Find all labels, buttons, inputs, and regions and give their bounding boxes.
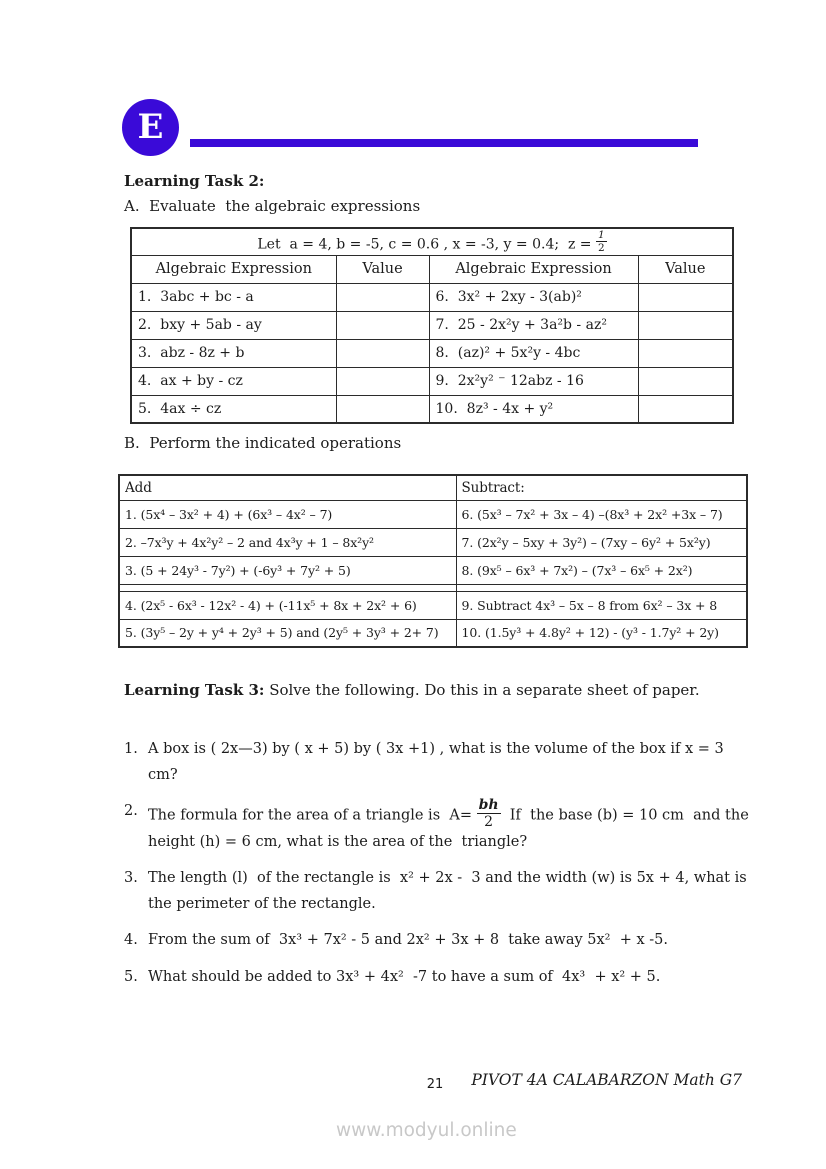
section-badge-e-icon	[122, 99, 179, 156]
value-cell	[336, 311, 429, 339]
value-cell	[336, 283, 429, 311]
fraction-one-half: $\frac{1}{2}$	[597, 228, 605, 255]
value-cell	[638, 339, 733, 367]
table-row	[119, 619, 747, 647]
problem-cell: 4. (2x⁵ - 6x³ - 12x² - 4) + (-11x⁵ + 8x + 2x² + 6)	[119, 591, 456, 619]
expression-cell: 4. ax + by - cz	[131, 367, 336, 395]
table-row	[131, 367, 733, 395]
table-row	[119, 500, 747, 528]
column-header: Value	[638, 255, 733, 283]
table-row	[131, 228, 733, 255]
table-row	[131, 395, 733, 423]
list-item	[124, 736, 758, 788]
expression-cell: 2. bxy + 5ab - ay	[131, 311, 336, 339]
value-cell	[638, 395, 733, 423]
column-header: Algebraic Expression	[131, 255, 336, 283]
fraction-bh-over-2: $\frac{bh}{2}$	[477, 798, 501, 829]
learning-task-3-heading	[124, 681, 764, 699]
part-b-instruction: B. Perform the indicated operations	[124, 434, 402, 452]
expression-cell: 8. (az)² + 5x²y - 4bc	[429, 339, 638, 367]
table-row	[131, 283, 733, 311]
let-values-text: Let a = 4, b = -5, c = 0.6 , x = -3, y = 0.4; z =	[257, 236, 596, 253]
item-text: A box is ( 2x—3) by ( x + 5) by ( 3x +1) , what is the volume of the box if x = 3 cm?	[148, 741, 729, 784]
column-header: Value	[336, 255, 429, 283]
expression-cell: 9. 2x²y² ⁻ 12abz - 16	[429, 367, 638, 395]
subtract-column-header: Subtract:	[456, 475, 747, 500]
learning-task-2-title: Learning Task 2:	[124, 172, 265, 190]
table-row	[131, 311, 733, 339]
item-number: 3.	[124, 870, 138, 887]
problem-cell: 6. (5x³ – 7x² + 3x – 4) –(8x³ + 2x² +3x – 7)	[456, 500, 747, 528]
header-divider-bar	[190, 139, 698, 147]
item-number: 2.	[124, 803, 138, 820]
expression-cell: 5. 4ax ÷ cz	[131, 395, 336, 423]
expression-cell: 3. abz - 8z + b	[131, 339, 336, 367]
footer-brand: PIVOT 4A CALABARZON Math G7	[471, 1071, 742, 1089]
learning-task-3-title: Learning Task 3:	[124, 681, 265, 699]
learning-task-3-intro: Solve the following. Do this in a separate sheet of paper.	[264, 681, 700, 699]
value-cell	[336, 339, 429, 367]
table-header-row	[119, 475, 747, 500]
value-cell	[638, 283, 733, 311]
value-cell	[336, 395, 429, 423]
value-cell	[336, 367, 429, 395]
page-number: 21	[426, 1077, 444, 1092]
problem-cell: 10. (1.5y³ + 4.8y² + 12) - (y³ - 1.7y² + 2y)	[456, 619, 747, 647]
list-item	[124, 964, 758, 990]
problem-cell: 5. (3y⁵ – 2y + y⁴ + 2y³ + 5) and (2y⁵ + 3y³ + 2+ 7)	[119, 619, 456, 647]
item-number: 4.	[124, 932, 138, 949]
problem-cell: 9. Subtract 4x³ – 5x – 8 from 6x² – 3x + 8	[456, 591, 747, 619]
operations-table	[118, 474, 748, 648]
expression-cell: 10. 8z³ - 4x + y²	[429, 395, 638, 423]
expression-cell: 1. 3abc + bc - a	[131, 283, 336, 311]
expression-cell: 6. 3x² + 2xy - 3(ab)²	[429, 283, 638, 311]
item-number: 5.	[124, 968, 138, 985]
list-item	[124, 927, 758, 953]
watermark: www.modyul.online	[336, 1120, 517, 1141]
table-header-row	[131, 255, 733, 283]
item-text: From the sum of 3x³ + 7x² - 5 and 2x² + 3x + 8 take away 5x² + x -5.	[148, 932, 668, 949]
problem-list	[124, 736, 758, 1000]
problem-cell: 8. (9x⁵ – 6x³ + 7x²) – (7x³ – 6x⁵ + 2x²)	[456, 556, 747, 584]
problem-cell: 2. –7x³y + 4x²y² – 2 and 4x³y + 1 – 8x²y²	[119, 528, 456, 556]
table-row	[131, 339, 733, 367]
problem-cell: 3. (5 + 24y³ - 7y²) + (-6y³ + 7y² + 5)	[119, 556, 456, 584]
section-letter: E	[137, 106, 164, 147]
expression-cell: 7. 25 - 2x²y + 3a²b - az²	[429, 311, 638, 339]
table-row	[119, 528, 747, 556]
table-row	[119, 556, 747, 584]
item-text: What should be added to 3x³ + 4x² -7 to have a sum of 4x³ + x² + 5.	[148, 968, 661, 985]
add-column-header: Add	[119, 475, 456, 500]
list-item	[124, 798, 758, 855]
part-a-instruction: A. Evaluate the algebraic expressions	[124, 197, 421, 215]
problem-cell: 7. (2x²y – 5xy + 3y²) – (7xy – 6y² + 5x²y)	[456, 528, 747, 556]
table-row	[119, 591, 747, 619]
value-cell	[638, 311, 733, 339]
value-cell	[638, 367, 733, 395]
problem-cell: 1. (5x⁴ – 3x² + 4) + (6x³ – 4x² – 7)	[119, 500, 456, 528]
item-text: The formula for the area of a triangle is A= $\frac{bh}{2}$ If the base (b) = 10 cm and the height (h) = 6 cm, what is the area of the triangle?	[148, 797, 754, 851]
table-spacer-row	[119, 584, 747, 591]
item-number: 1.	[124, 741, 138, 757]
list-item	[124, 865, 758, 917]
let-values-cell	[131, 228, 733, 255]
evaluate-expressions-table	[130, 227, 734, 424]
column-header: Algebraic Expression	[429, 255, 638, 283]
item-text: The length (l) of the rectangle is x² + 2x - 3 and the width (w) is 5x + 4, what is the perimeter of the rectangle.	[148, 870, 752, 913]
